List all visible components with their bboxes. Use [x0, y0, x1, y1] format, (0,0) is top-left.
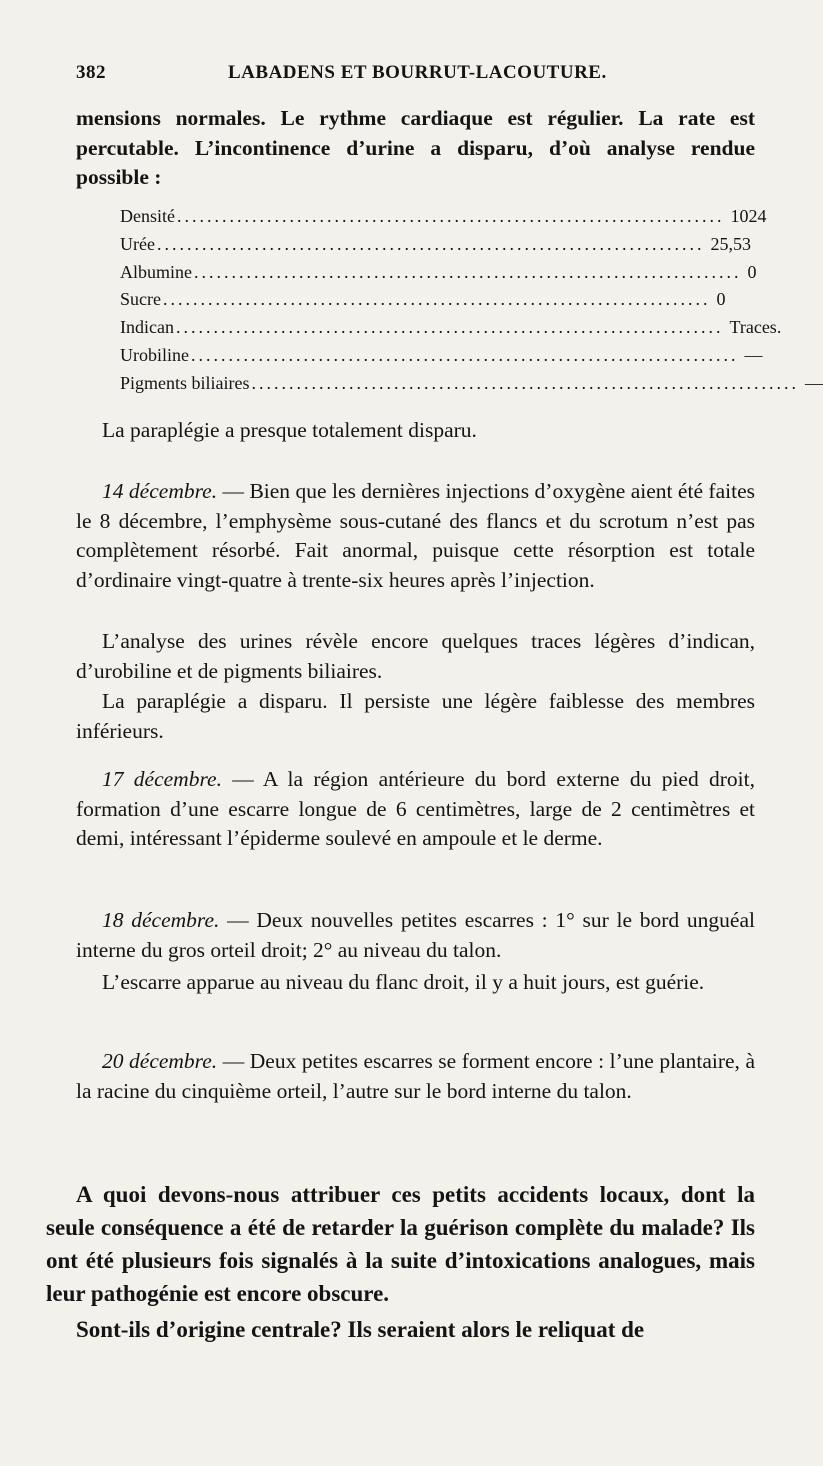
paragraph-question: A quoi devons-nous attribuer ces petits accidents locaux, dont la seule conséquence a été de retarder la guérison complète du malade? Ils ont été plusieurs fois signalés à la suite d’intoxications analogues, mais leur pathogénie est encore obscure.: [46, 1182, 755, 1306]
table-row: [120, 344, 763, 373]
paragraph-dec-14: [76, 477, 755, 595]
entry-text: — A la région antérieure du bord externe du pied droit, formation d’une escarre longue de 6 centimètres, large de 2 centimètres et demi, intéressant l’épiderme soulevé en ampoule et le derme.: [76, 767, 755, 850]
analyte-value: 0: [747, 261, 757, 282]
paragraph-dec-18: [76, 906, 755, 965]
table-row: [120, 233, 751, 262]
analyte-name: Sucre: [120, 289, 161, 310]
entry-text: — Deux nouvelles petites escarres : 1° sur le bord unguéal interne du gros orteil droit; 2° au niveau du talon.: [76, 908, 755, 962]
analyte-value: 25,53: [710, 233, 751, 254]
analyte-name: Pigments biliaires: [120, 372, 250, 393]
paragraph-paraplegia: La paraplégie a presque totalement disparu.: [102, 418, 477, 442]
leader-dots: .........................................................................: [194, 261, 742, 282]
table-row: [120, 289, 726, 317]
table-row: [120, 317, 782, 345]
paragraph-intro: mensions normales. Le rythme cardiaque est régulier. La rate est percutable. L’incontinence d’urine a disparu, d’où analyse rendue possible :: [76, 106, 755, 189]
entry-date: 17 décembre.: [102, 767, 222, 791]
table-row: [120, 206, 767, 234]
table-row: [120, 261, 757, 290]
leader-dots: .........................................................................: [176, 206, 725, 226]
analyte-name: Densité: [120, 206, 175, 226]
analyte-name: Urobiline: [120, 344, 189, 365]
running-title: LABADENS ET BOURRUT-LACOUTURE.: [228, 62, 607, 83]
analyte-value: —: [805, 372, 823, 393]
paragraph-paraplegia-gone: La paraplégie a disparu. Il persiste une légère faiblesse des membres inférieurs.: [76, 689, 755, 743]
leader-dots: .........................................................................: [191, 344, 739, 365]
analyte-value: Traces.: [729, 317, 782, 338]
entry-date: 14 décembre.: [102, 479, 218, 503]
entry-text: — Deux petites escarres se forment encore : l’une plantaire, à la racine du cinquième orteil, l’autre sur le bord interne du talon.: [76, 1049, 755, 1103]
analyte-value: 0: [716, 289, 726, 310]
analyte-value: 1024: [730, 206, 767, 226]
page-number: 382: [76, 62, 106, 83]
paragraph-escarre-healed: L’escarre apparue au niveau du flanc droit, il y a huit jours, est guérie.: [102, 970, 705, 994]
entry-text: — Bien que les dernières injections d’oxygène aient été faites le 8 décembre, l’emphysème sous-cutané des flancs et du scrotum n’est pas complètement résorbé. Fait anormal, puisque cette résorption est totale d’ordinaire vingt-quatre à trente-six heures après l’injection.: [76, 479, 755, 592]
analyte-name: Albumine: [120, 261, 192, 282]
analyte-name: Urée: [120, 233, 155, 254]
paragraph-urine-analysis: L’analyse des urines révèle encore quelques traces légères d’indican, d’urobiline et de pigments biliaires.: [76, 629, 755, 683]
leader-dots: .........................................................................: [156, 233, 705, 254]
table-row: [120, 372, 823, 401]
leader-dots: .........................................................................: [175, 317, 724, 338]
paragraph-dec-20: [76, 1047, 755, 1106]
analyte-name: Indican: [120, 317, 174, 338]
analyte-value: —: [744, 344, 763, 365]
paragraph-dec-17: [76, 765, 755, 854]
entry-date: 20 décembre.: [102, 1049, 218, 1073]
leader-dots: .........................................................................: [162, 289, 711, 310]
urine-analysis-table: [120, 206, 823, 401]
leader-dots: .........................................................................: [251, 372, 799, 393]
paragraph-origin: Sont-ils d’origine centrale? Ils seraient alors le reliquat de: [76, 1317, 645, 1342]
entry-date: 18 décembre.: [102, 908, 220, 932]
